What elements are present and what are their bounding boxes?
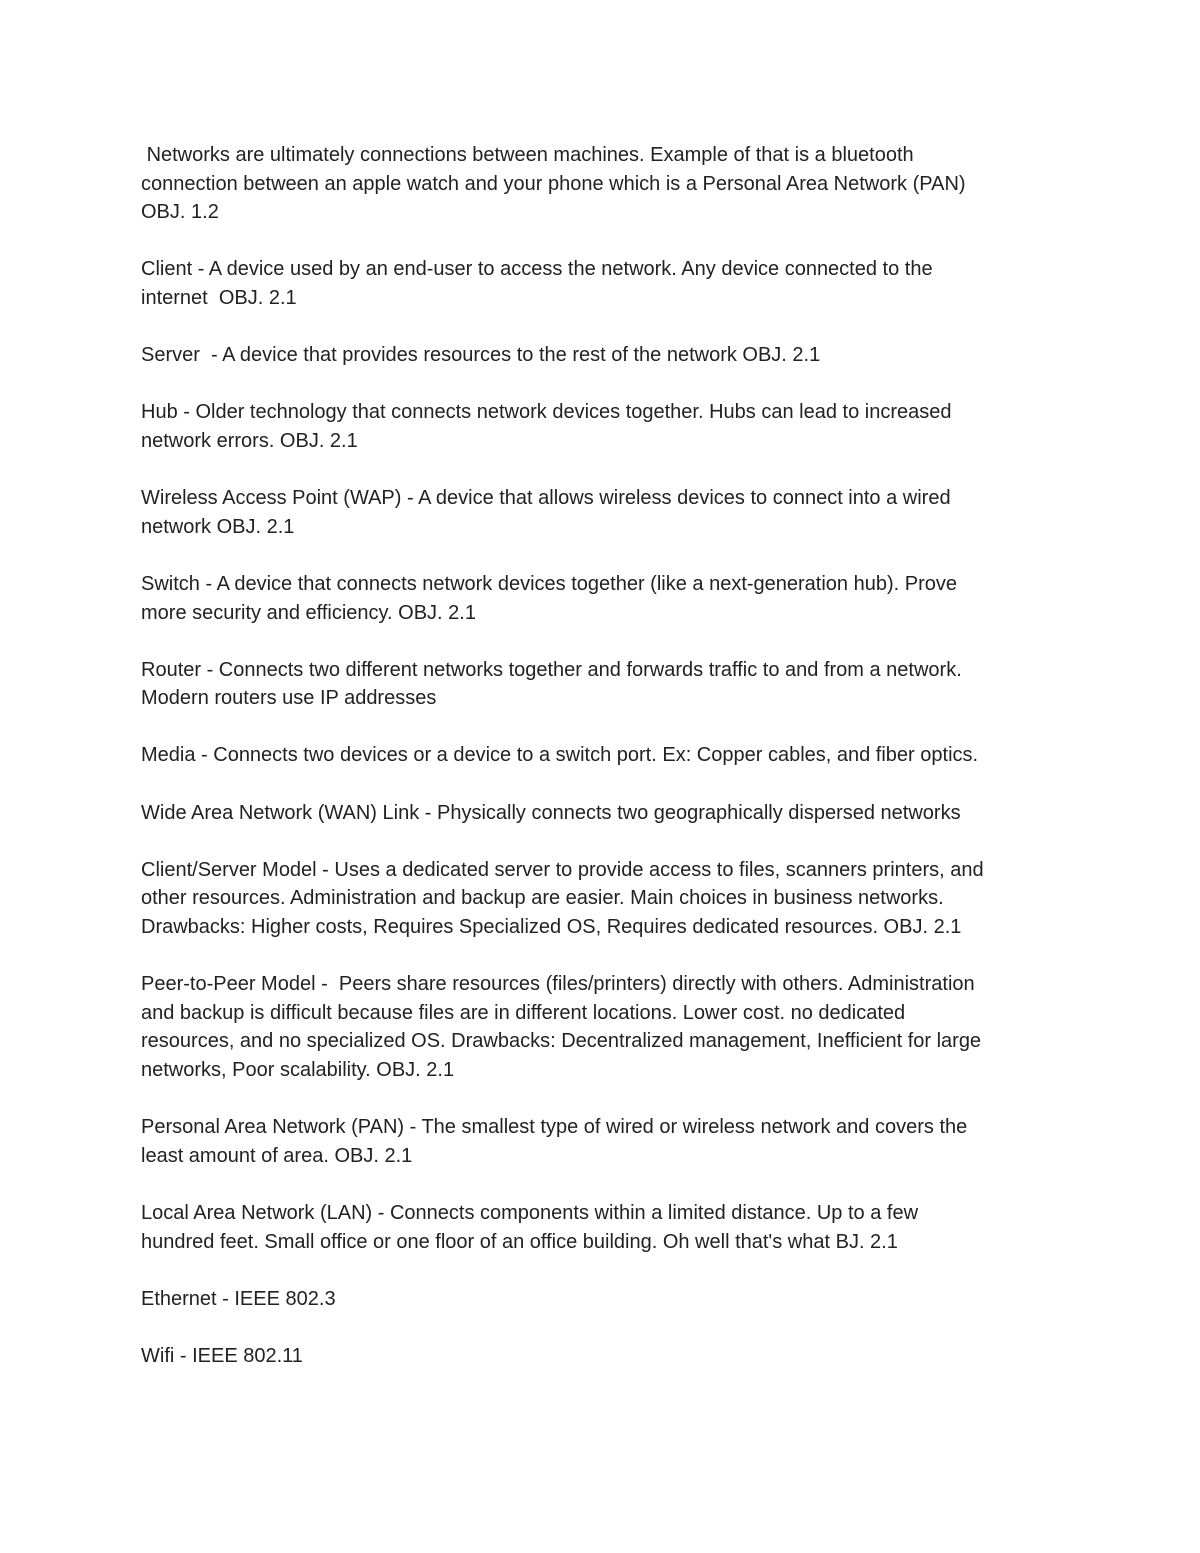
paragraph-client: Client - A device used by an end-user to access the network. Any device connected to the internet OBJ. 2.1	[141, 258, 933, 309]
paragraph-wifi: Wifi - IEEE 802.11	[141, 1344, 303, 1367]
document-body	[141, 141, 1061, 1371]
paragraph-wireless-access-point: Wireless Access Point (WAP) - A device that allows wireless devices to connect into a wired network OBJ. 2.1	[141, 487, 951, 538]
paragraph-media: Media - Connects two devices or a device to a switch port. Ex: Copper cables, and fiber optics.	[141, 744, 979, 767]
paragraph-client-server-model: Client/Server Model - Uses a dedicated server to provide access to files, scanners printers, and other resources. Administration and backup are easier. Main choices in business networks. Drawbacks: Higher costs, Requires Specialized OS, Requires dedicated resources. OBJ. 2.1	[141, 858, 984, 939]
paragraph-networks-intro: Networks are ultimately connections between machines. Example of that is a bluetooth connection between an apple watch and your phone which is a Personal Area Network (PAN) OBJ. 1.2	[141, 144, 966, 224]
paragraph-server: Server - A device that provides resources to the rest of the network OBJ. 2.1	[141, 344, 821, 367]
paragraph-switch: Switch - A device that connects network devices together (like a next-generation hub). Prove more security and efficiency. OBJ. 2.1	[141, 572, 957, 624]
paragraph-wan-link: Wide Area Network (WAN) Link - Physically connects two geographically dispersed networks	[141, 801, 961, 824]
paragraph-peer-to-peer-model: Peer-to-Peer Model - Peers share resources (files/printers) directly with others. Administration and backup is difficult because files are in different locations. Lower cost. no dedicated resources, and no specialized OS. Drawbacks: Decentralized management, Inefficient for large networks, Poor scalability. OBJ. 2.1	[141, 973, 982, 1081]
paragraph-lan: Local Area Network (LAN) - Connects components within a limited distance. Up to a few hundred feet. Small office or one floor of an office building. Oh well that's what BJ. 2.1	[141, 1201, 919, 1253]
paragraph-ethernet: Ethernet - IEEE 802.3	[141, 1287, 336, 1310]
paragraph-router: Router - Connects two different networks together and forwards traffic to and from a network. Modern routers use IP addresses	[141, 658, 962, 710]
paragraph-pan: Personal Area Network (PAN) - The smallest type of wired or wireless network and covers the least amount of area. OBJ. 2.1	[141, 1116, 968, 1167]
paragraph-hub: Hub - Older technology that connects network devices together. Hubs can lead to increased network errors. OBJ. 2.1	[141, 401, 952, 452]
